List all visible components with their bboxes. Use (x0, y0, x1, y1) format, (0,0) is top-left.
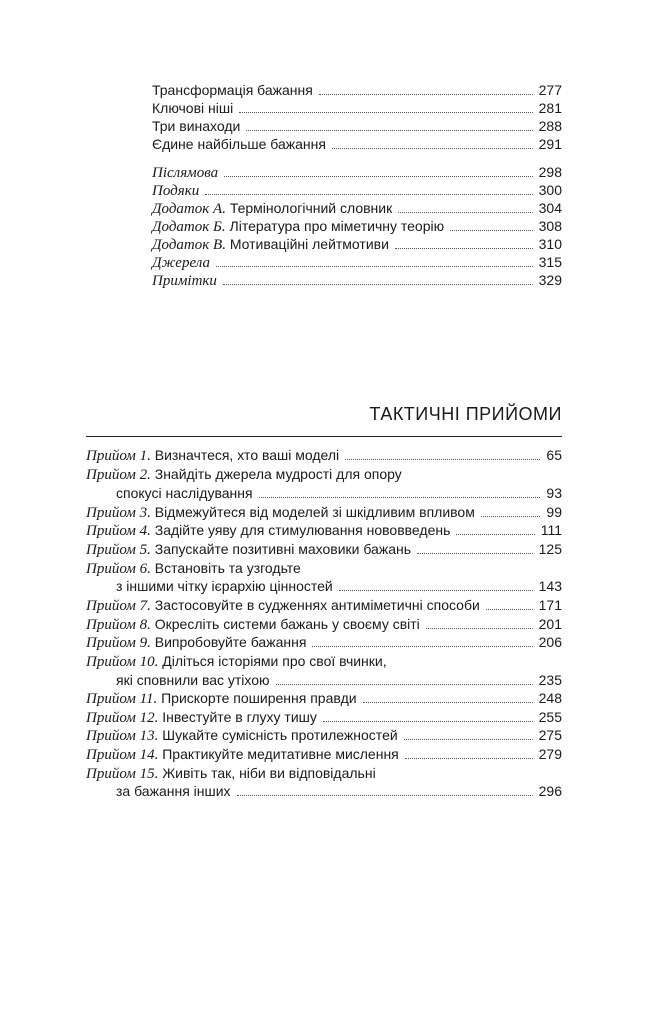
dot-leader (312, 646, 532, 647)
tactic-title-continuation: за бажання інших (116, 783, 231, 799)
dot-leader (450, 230, 533, 231)
toc-entry (152, 271, 562, 290)
tactic-page: 99 (546, 504, 562, 520)
tactic-title: Задійте уяву для стимулювання нововведень (150, 522, 451, 538)
toc-entry-title: Література про міметичну теорію (225, 218, 445, 234)
toc-entry (152, 181, 562, 200)
tactic-entry (86, 615, 562, 634)
tactic-page: 171 (538, 597, 562, 613)
tactic-page: 248 (538, 690, 562, 706)
toc-entry-label: Додаток Б. (152, 219, 226, 235)
toc-entry (152, 81, 562, 99)
tactic-title: Визначтеся, хто ваші моделі (150, 447, 340, 463)
dot-leader (237, 795, 533, 796)
toc-entry (152, 235, 562, 254)
tactic-label: Прийом 10. (86, 654, 159, 670)
tactic-entry-continuation (116, 671, 562, 689)
toc-entry-page: 300 (538, 182, 562, 198)
tactic-label: Прийом 4. (86, 523, 151, 539)
tactic-title: Знайдіть джерела мудрості для опору (150, 466, 402, 482)
tactic-label: Прийом 2. (86, 467, 151, 483)
toc-entry (152, 199, 562, 218)
tactic-entry-continuation (116, 577, 562, 595)
tactic-entry (86, 652, 562, 671)
dot-leader (417, 553, 533, 554)
tactic-page: 255 (538, 709, 562, 725)
tactic-page: 143 (538, 578, 562, 594)
toc-entry-title: Мотиваційні лейтмотиви (225, 236, 389, 252)
tactic-entry (86, 708, 562, 727)
tactic-entry (86, 446, 562, 465)
tactic-label: Прийом 11. (86, 691, 158, 707)
dot-leader (223, 284, 533, 285)
tactic-title: Запускайте позитивні маховики бажань (150, 541, 412, 557)
tactic-label: Прийом 15. (86, 766, 159, 782)
dot-leader (239, 112, 532, 113)
toc-entry-title: Три винаходи (152, 118, 241, 134)
tactic-label: Прийом 5. (86, 542, 151, 558)
tactic-entry (86, 764, 562, 783)
tactic-title: Живіть так, ніби ви відповідальні (158, 765, 376, 781)
tactic-entry (86, 689, 562, 708)
tactic-entry (86, 559, 562, 578)
tactic-entry-continuation (116, 782, 562, 800)
tactic-page: 206 (538, 634, 562, 650)
toc-entry-title: Трансформація бажання (152, 82, 313, 98)
dot-leader (395, 248, 533, 249)
tactic-label: Прийом 1. (86, 448, 151, 464)
tactic-entry (86, 465, 562, 484)
dot-leader (246, 130, 532, 131)
toc-entry-label: Джерела (152, 255, 210, 271)
dot-leader (259, 497, 541, 498)
dot-leader (481, 516, 541, 517)
dot-leader (345, 459, 540, 460)
tactic-title-continuation: з іншими чітку ієрархію цінностей (116, 578, 333, 594)
dot-leader (405, 758, 533, 759)
dot-leader (486, 609, 533, 610)
tactic-title: Прискорте поширення правди (157, 690, 357, 706)
toc-entry (152, 163, 562, 182)
toc-entry (152, 99, 562, 117)
toc-entry-page: 277 (538, 82, 562, 98)
toc-entry-page: 298 (538, 164, 562, 180)
toc-entry-page: 308 (538, 218, 562, 234)
toc-entry-page: 304 (538, 200, 562, 216)
tactic-page: 275 (538, 727, 562, 743)
tactic-title: Встановіть та узгодьте (150, 560, 301, 576)
tactic-title: Інвестуйте в глуху тишу (158, 709, 317, 725)
toc-entry-title: Єдине найбільше бажання (152, 136, 326, 152)
toc-entry-label: Подяки (152, 183, 200, 199)
toc-entry-page: 288 (538, 118, 562, 134)
tactic-page: 201 (538, 616, 562, 632)
section-title: ТАКТИЧНІ ПРИЙОМИ (369, 404, 562, 424)
tactic-label: Прийом 6. (86, 561, 151, 577)
tactic-label: Прийом 8. (86, 617, 151, 633)
toc-entry (152, 135, 562, 153)
dot-leader (339, 590, 533, 591)
toc-entry-page: 329 (538, 272, 562, 288)
dot-leader (224, 176, 532, 177)
tactic-label: Прийом 7. (86, 598, 151, 614)
tactic-entry (86, 633, 562, 652)
toc-entry-label: Післямова (152, 165, 219, 181)
tactic-page: 125 (538, 541, 562, 557)
toc-entry-label: Додаток А. (152, 201, 226, 217)
toc-entry-title: Ключові ніші (152, 100, 234, 116)
dot-leader (404, 739, 533, 740)
tactic-title: Випробовуйте бажання (150, 634, 307, 650)
toc-entry-label: Примітки (152, 273, 217, 289)
tactic-entry-continuation (116, 484, 562, 502)
tactic-page: 93 (546, 485, 562, 501)
toc-entry (152, 253, 562, 272)
tactic-entry (86, 540, 562, 559)
tactic-entry (86, 596, 562, 615)
dot-leader (319, 94, 533, 95)
dot-leader (456, 534, 534, 535)
tactic-label: Прийом 14. (86, 747, 159, 763)
toc-entry-page: 310 (538, 236, 562, 252)
tactic-entry (86, 726, 562, 745)
toc-entry-title: Термінологічний словник (225, 200, 393, 216)
tactic-label: Прийом 12. (86, 710, 159, 726)
tactic-title: Шукайте сумісність протилежностей (158, 727, 398, 743)
tactic-page: 279 (538, 746, 562, 762)
tactic-title-continuation: які сповнили вас утіхою (116, 672, 270, 688)
tactic-label: Прийом 13. (86, 728, 159, 744)
tactic-entry (86, 521, 562, 540)
tactic-label: Прийом 9. (86, 635, 151, 651)
dot-leader (323, 721, 533, 722)
dot-leader (332, 148, 533, 149)
toc-entry (152, 217, 562, 236)
tactic-entry (86, 745, 562, 764)
tactic-title: Відмежуйтеся від моделей зі шкідливим впливом (150, 504, 475, 520)
toc-entry-label: Додаток В. (152, 237, 226, 253)
tactic-title: Практикуйте медитативне мислення (158, 746, 399, 762)
dot-leader (426, 628, 533, 629)
tactic-page: 235 (538, 672, 562, 688)
tactic-title-continuation: спокусі наслідування (116, 485, 253, 501)
section-rule (86, 436, 562, 437)
toc-entry-page: 291 (538, 136, 562, 152)
toc-entry (152, 117, 562, 135)
tactic-page: 111 (540, 522, 562, 538)
dot-leader (363, 702, 533, 703)
toc-entry-page: 315 (538, 254, 562, 270)
tactic-label: Прийом 3. (86, 505, 151, 521)
dot-leader (276, 684, 533, 685)
tactic-page: 296 (538, 783, 562, 799)
toc-entry-page: 281 (538, 100, 562, 116)
tactic-title: Окресліть системи бажань у своєму світі (150, 616, 420, 632)
tactic-title: Діліться історіями про свої вчинки, (158, 653, 387, 669)
dot-leader (398, 212, 532, 213)
tactic-title: Застосовуйте в судженнях антиміметичні способи (150, 597, 480, 613)
tactic-entry (86, 503, 562, 522)
tactic-page: 65 (546, 447, 562, 463)
dot-leader (216, 266, 533, 267)
dot-leader (205, 194, 532, 195)
